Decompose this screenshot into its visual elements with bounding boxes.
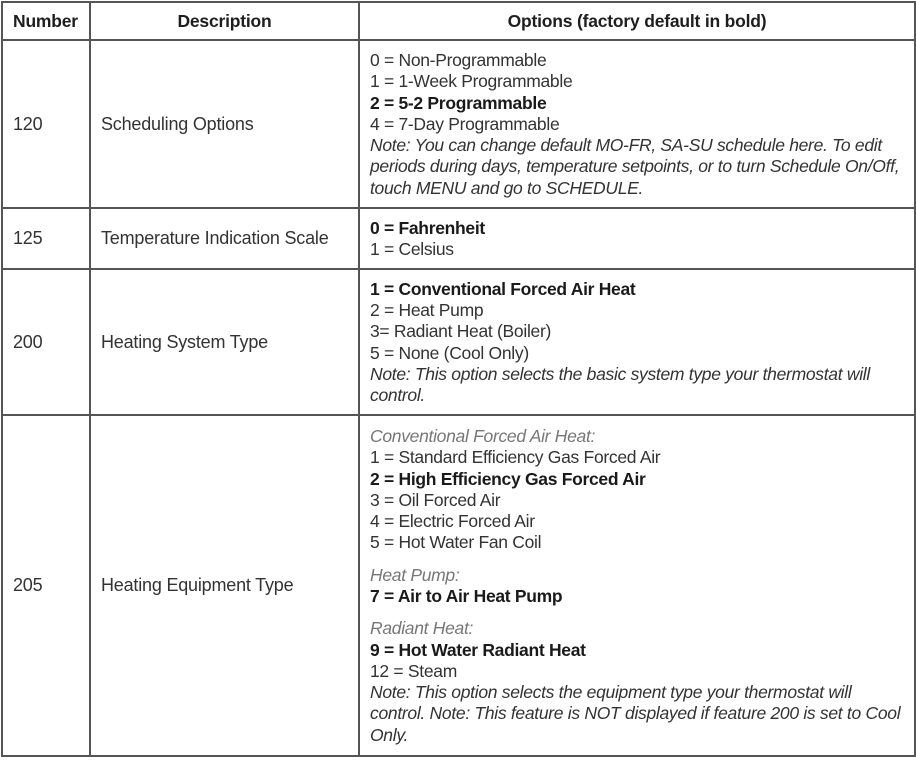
option-category-label: Heat Pump: [370,564,460,585]
feature-number: 120 [2,40,90,208]
option-item: 5 = None (Cool Only) [370,342,529,363]
option-item: 2 = Heat Pump [370,299,484,320]
option-item: 4 = 7-Day Programmable [370,113,560,134]
table-row-200 [2,269,915,415]
group-spacer [370,607,908,618]
feature-description: Heating System Type [90,269,359,415]
table-row-125 [2,208,915,269]
option-item: 3= Radiant Heat (Boiler) [370,321,552,342]
header-row [2,2,915,40]
option-item-default: 9 = Hot Water Radiant Heat [370,639,586,660]
feature-number: 125 [2,208,90,269]
option-note: Note: This option selects the basic system type your thermostat will control. [370,363,870,406]
option-item-default: 7 = Air to Air Heat Pump [370,586,563,606]
option-item: 12 = Steam [370,660,457,681]
feature-options [359,415,915,756]
feature-description: Heating Equipment Type [90,415,359,756]
option-note: Note: This option selects the equipment type your thermostat will control. Note: This feature is NOT displayed if feature 200 is set to Cool Only. [370,682,901,745]
table-row-120 [2,40,915,208]
header-number: Number [2,2,90,40]
feature-description: Temperature Indication Scale [90,208,359,269]
option-note: Note: You can change default MO-FR, SA-SU schedule here. To edit periods during days, temperature setpoints, or to turn Schedule On/Off, touch MENU and go to SCHEDULE. [370,135,900,198]
option-item: 3 = Oil Forced Air [370,489,501,510]
option-item: 4 = Electric Forced Air [370,511,535,532]
option-item: 5 = Hot Water Fan Coil [370,532,542,553]
option-category-label: Radiant Heat: [370,618,474,639]
option-item-default: 1 = Conventional Forced Air Heat [370,278,636,299]
option-item: 1 = 1-Week Programmable [370,71,573,92]
options-table [1,1,916,757]
feature-description: Scheduling Options [90,40,359,208]
header-options: Options (factory default in bold) [359,2,915,40]
option-item: 1 = Celsius [370,239,454,259]
feature-options [359,40,915,208]
feature-options [359,269,915,415]
option-category-label: Conventional Forced Air Heat: [370,425,596,446]
group-spacer [370,554,908,565]
feature-number: 205 [2,415,90,756]
table-row-205 [2,415,915,756]
feature-options [359,208,915,269]
feature-number: 200 [2,269,90,415]
option-item: 0 = Non-Programmable [370,49,547,70]
header-description: Description [90,2,359,40]
option-item-default: 2 = High Efficiency Gas Forced Air [370,468,646,489]
option-item: 1 = Standard Efficiency Gas Forced Air [370,447,661,468]
option-item-default: 2 = 5-2 Programmable [370,92,547,113]
option-item-default: 0 = Fahrenheit [370,217,485,238]
